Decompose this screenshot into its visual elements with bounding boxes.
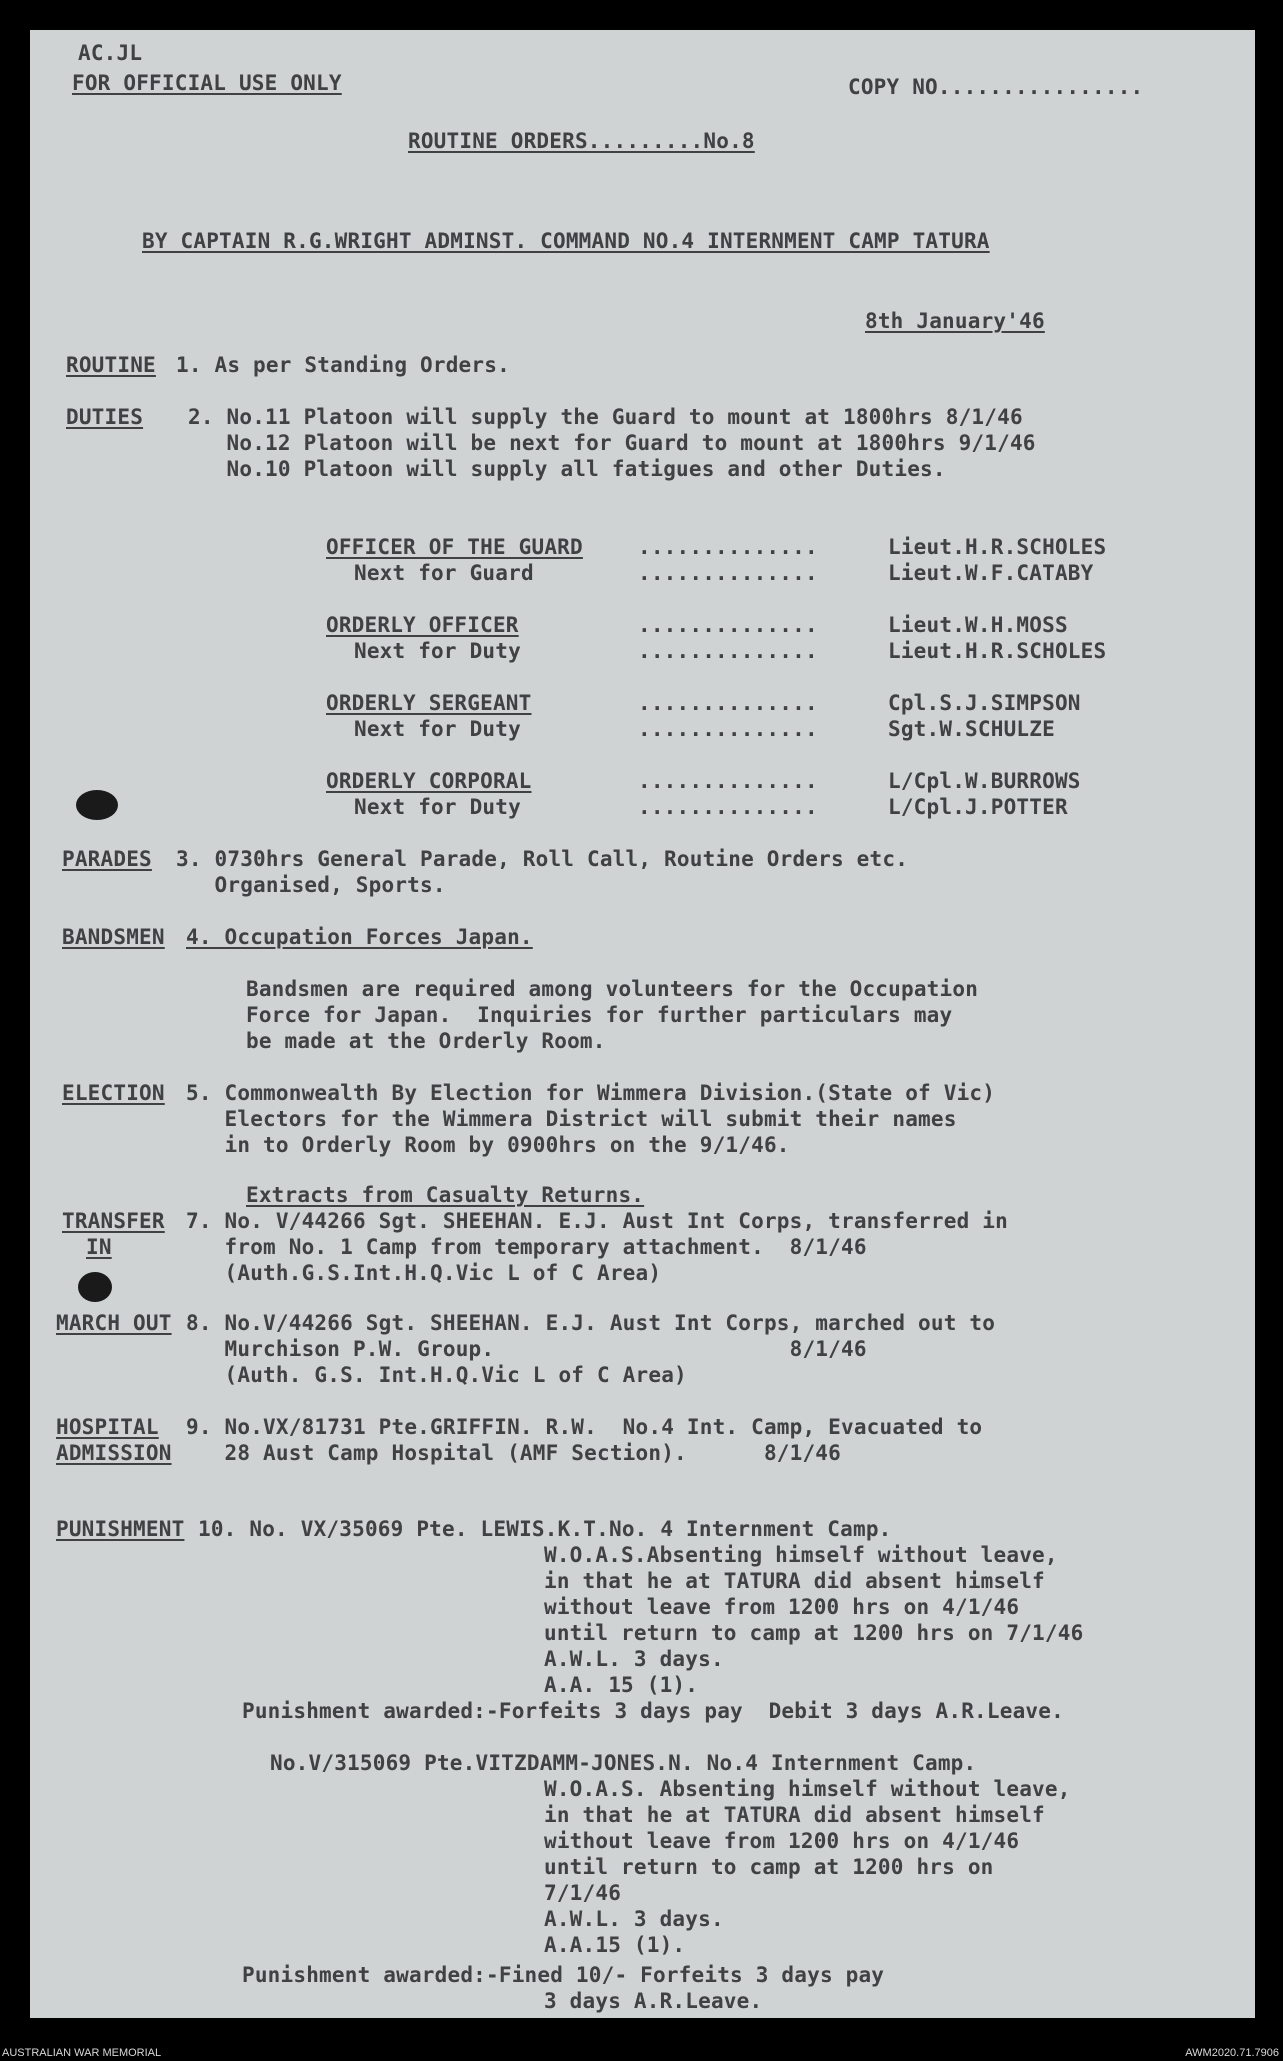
section-label-election: ELECTION: [62, 1081, 165, 1105]
bandsmen-line: Bandsmen are required among volunteers for the Occupation: [246, 977, 979, 1001]
bandsmen-line: Force for Japan. Inquiries for further particulars may: [246, 1003, 953, 1027]
roster-name: Cpl.S.J.SIMPSON: [888, 691, 1081, 715]
roster-next-name: Lieut.H.R.SCHOLES: [888, 639, 1107, 663]
duties-line: No.10 Platoon will supply all fatigues and other Duties.: [188, 457, 946, 481]
roster-dots: ..............: [638, 795, 818, 819]
punishment-detail-line: without leave from 1200 hrs on 4/1/46: [544, 1829, 1020, 1853]
roster-next-label: Next for Duty: [354, 717, 521, 741]
punishment-detail-line: A.A. 15 (1).: [544, 1673, 699, 1697]
hospital-line: 9. No.VX/81731 Pte.GRIFFIN. R.W. No.4 Int. Camp, Evacuated to: [186, 1415, 983, 1439]
roster-name: Lieut.H.R.SCHOLES: [888, 535, 1107, 559]
casualty-returns-heading: Extracts from Casualty Returns.: [246, 1183, 645, 1207]
march-out-line: 8. No.V/44266 Sgt. SHEEHAN. E.J. Aust Int Corps, marched out to: [186, 1311, 996, 1335]
section-label-punishment: PUNISHMENT: [56, 1517, 185, 1541]
archive-reference: AWM2020.71.7906: [1185, 2047, 1279, 2059]
election-line: 5. Commonwealth By Election for Wimmera Division.(State of Vic): [186, 1081, 996, 1105]
punishment-award: Punishment awarded:-Fined 10/- Forfeits 3 days pay: [242, 1963, 885, 1987]
roster-next-label: Next for Duty: [354, 639, 521, 663]
transfer-line: from No. 1 Camp from temporary attachment. 8/1/46: [186, 1235, 867, 1259]
document-title: ROUTINE ORDERS.........No.8: [408, 129, 755, 153]
roster-dots: ..............: [638, 691, 818, 715]
roster-name: Lieut.W.H.MOSS: [888, 613, 1068, 637]
roster-dots: ..............: [638, 561, 818, 585]
document-date: 8th January'46: [865, 309, 1045, 333]
roster-role: ORDERLY OFFICER: [326, 613, 519, 637]
routine-text: 1. As per Standing Orders.: [176, 353, 510, 377]
bandsmen-line: be made at the Orderly Room.: [246, 1029, 606, 1053]
roster-next-label: Next for Duty: [354, 795, 521, 819]
punishment-detail-line: without leave from 1200 hrs on 4/1/46: [544, 1595, 1020, 1619]
roster-dots: ..............: [638, 535, 818, 559]
document-page: [30, 30, 1255, 2018]
duties-line: No.12 Platoon will be next for Guard to mount at 1800hrs 9/1/46: [188, 431, 1036, 455]
punishment-detail-line: 7/1/46: [544, 1881, 622, 1905]
transfer-line: (Auth.G.S.Int.H.Q.Vic L of C Area): [186, 1261, 662, 1285]
march-out-line: Murchison P.W. Group. 8/1/46: [186, 1337, 867, 1361]
parades-line: Organised, Sports.: [176, 873, 446, 897]
duties-line: 2. No.11 Platoon will supply the Guard to mount at 1800hrs 8/1/46: [188, 405, 1023, 429]
punishment-award-continued: 3 days A.R.Leave.: [544, 1989, 763, 2013]
section-label-routine: ROUTINE: [66, 353, 156, 377]
roster-role: OFFICER OF THE GUARD: [326, 535, 583, 559]
copy-number: COPY NO................: [848, 75, 1144, 99]
section-label-transfer-in: IN: [86, 1235, 112, 1259]
section-label-parades: PARADES: [62, 847, 152, 871]
issuing-authority: BY CAPTAIN R.G.WRIGHT ADMINST. COMMAND NO.4 INTERNMENT CAMP TATURA: [142, 229, 990, 253]
section-label-march-out: MARCH OUT: [56, 1311, 172, 1335]
punishment-detail-line: W.O.A.S.Absenting himself without leave,: [544, 1543, 1058, 1567]
reference-code: AC.JL: [78, 41, 143, 65]
election-line: in to Orderly Room by 0900hrs on the 9/1/46.: [186, 1133, 790, 1157]
roster-next-name: Lieut.W.F.CATABY: [888, 561, 1094, 585]
march-out-line: (Auth. G.S. Int.H.Q.Vic L of C Area): [186, 1363, 687, 1387]
punishment-detail-line: until return to camp at 1200 hrs on 7/1/46: [544, 1621, 1084, 1645]
ink-blot: [76, 790, 118, 820]
punishment-entry-head: No.V/315069 Pte.VITZDAMM-JONES.N. No.4 Internment Camp.: [270, 1751, 977, 1775]
punishment-detail-line: A.W.L. 3 days.: [544, 1907, 724, 1931]
roster-dots: ..............: [638, 717, 818, 741]
roster-next-name: Sgt.W.SCHULZE: [888, 717, 1055, 741]
section-label-transfer: TRANSFER: [62, 1209, 165, 1233]
roster-dots: ..............: [638, 769, 818, 793]
punishment-detail-line: until return to camp at 1200 hrs on: [544, 1855, 994, 1879]
section-label-admission: ADMISSION: [56, 1441, 172, 1465]
archive-credit: AUSTRALIAN WAR MEMORIAL: [2, 2047, 162, 2059]
section-label-hospital: HOSPITAL: [56, 1415, 159, 1439]
roster-role: ORDERLY SERGEANT: [326, 691, 532, 715]
ink-blot: [78, 1272, 112, 1302]
punishment-detail-line: W.O.A.S. Absenting himself without leave,: [544, 1777, 1071, 1801]
punishment-detail-line: in that he at TATURA did absent himself: [544, 1803, 1045, 1827]
transfer-line: 7. No. V/44266 Sgt. SHEEHAN. E.J. Aust Int Corps, transferred in: [186, 1209, 1008, 1233]
bandsmen-heading: 4. Occupation Forces Japan.: [186, 925, 533, 949]
roster-role: ORDERLY CORPORAL: [326, 769, 532, 793]
section-label-duties: DUTIES: [66, 405, 144, 429]
roster-next-name: L/Cpl.J.POTTER: [888, 795, 1068, 819]
hospital-line: 28 Aust Camp Hospital (AMF Section). 8/1/46: [186, 1441, 841, 1465]
classification-label: FOR OFFICIAL USE ONLY: [72, 71, 342, 95]
punishment-award: Punishment awarded:-Forfeits 3 days pay Debit 3 days A.R.Leave.: [242, 1699, 1064, 1723]
roster-next-label: Next for Guard: [354, 561, 534, 585]
punishment-detail-line: in that he at TATURA did absent himself: [544, 1569, 1045, 1593]
punishment-detail-line: A.A.15 (1).: [544, 1933, 686, 1957]
roster-dots: ..............: [638, 639, 818, 663]
roster-name: L/Cpl.W.BURROWS: [888, 769, 1081, 793]
roster-dots: ..............: [638, 613, 818, 637]
punishment-entry-head: 10. No. VX/35069 Pte. LEWIS.K.T.No. 4 Internment Camp.: [198, 1517, 892, 1541]
election-line: Electors for the Wimmera District will submit their names: [186, 1107, 957, 1131]
section-label-bandsmen: BANDSMEN: [62, 925, 165, 949]
parades-line: 3. 0730hrs General Parade, Roll Call, Routine Orders etc.: [176, 847, 909, 871]
punishment-detail-line: A.W.L. 3 days.: [544, 1647, 724, 1671]
